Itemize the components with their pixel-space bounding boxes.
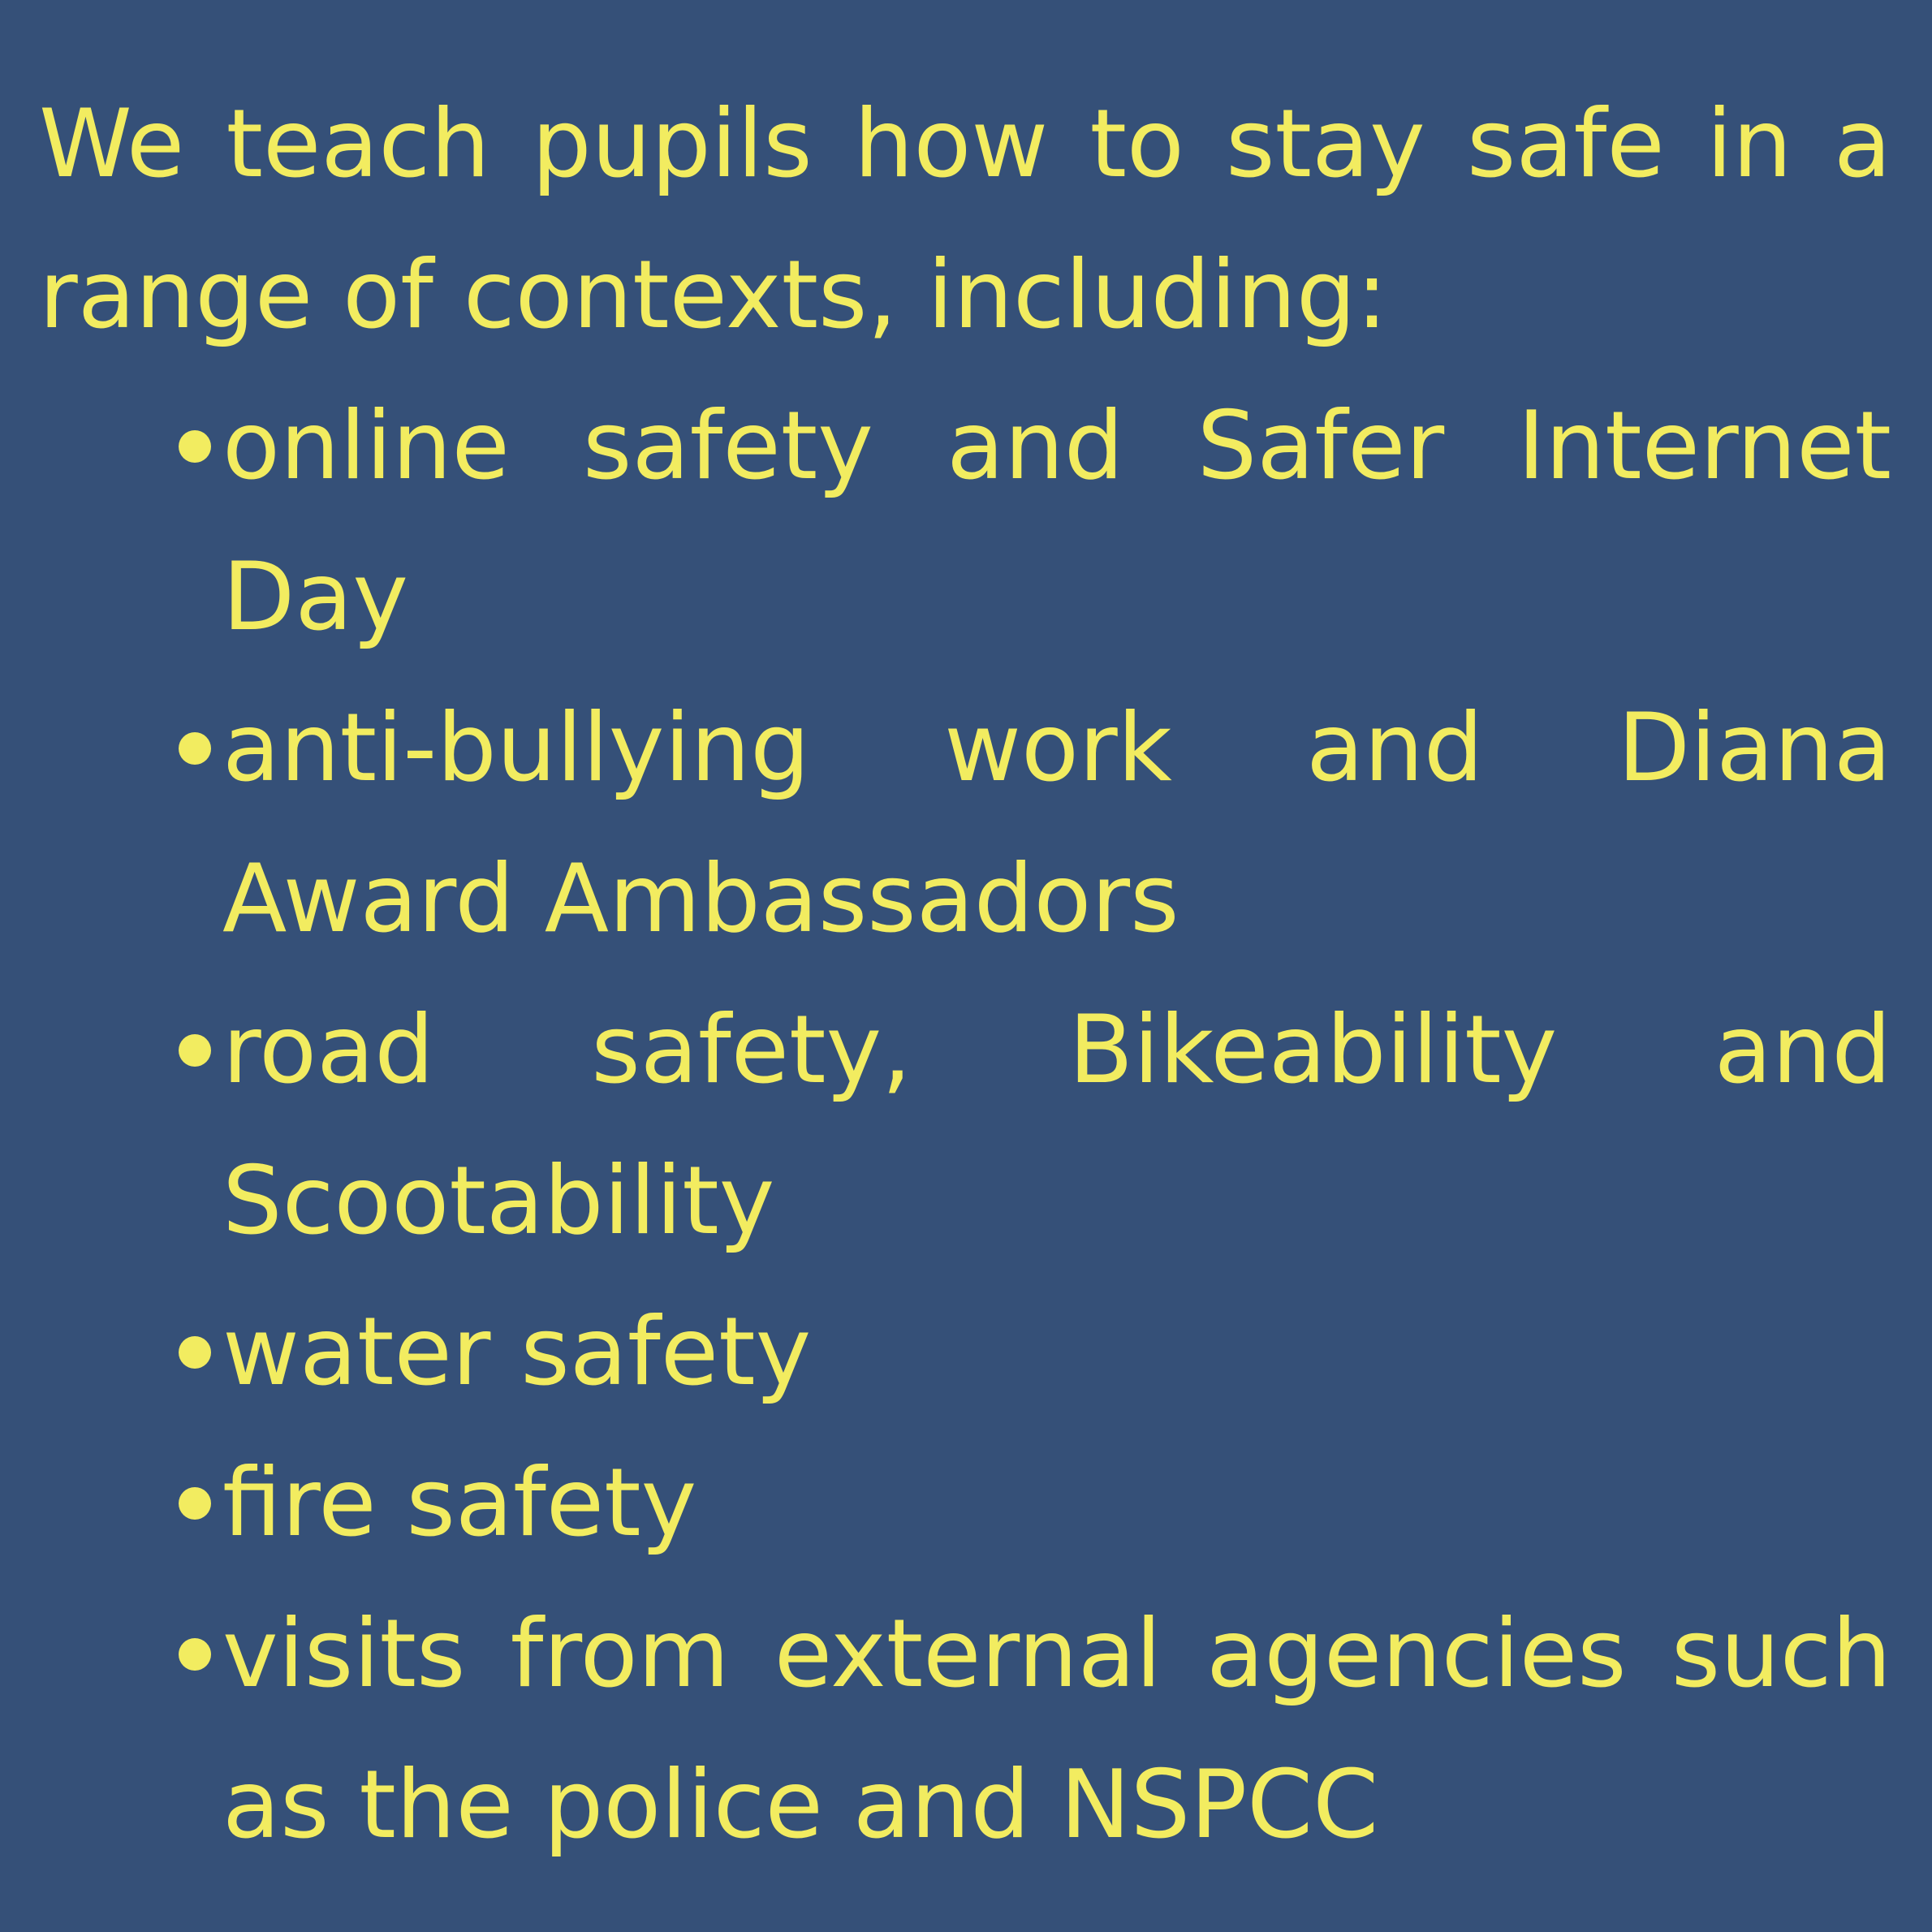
- intro-text: We teach pupils how to stay safe in a range of contexts, including:: [39, 89, 1891, 350]
- bullet-icon: [179, 673, 211, 824]
- list-item: [222, 1428, 1891, 1579]
- list-item-label: water safety: [222, 1297, 812, 1407]
- list-item: [222, 975, 1891, 1277]
- bullet-icon: [179, 975, 211, 1126]
- list-item: [222, 1579, 1891, 1881]
- safety-topics-list: [39, 371, 1891, 1881]
- bullet-icon: [179, 1277, 211, 1428]
- list-item-label: online safety and Safer Internet Day: [222, 391, 1891, 652]
- bullet-icon: [179, 1428, 211, 1579]
- list-item: [222, 1277, 1891, 1428]
- bullet-icon: [179, 1579, 211, 1730]
- list-item: [222, 371, 1891, 673]
- list-item: [222, 673, 1891, 975]
- bullet-icon: [179, 371, 211, 522]
- list-item-label: visits from external agencies such as the police and NSPCC: [222, 1599, 1891, 1860]
- list-item-label: anti-bullying work and Diana Award Ambassadors: [222, 693, 1891, 954]
- list-item-label: fire safety: [222, 1448, 697, 1558]
- list-item-label: road safety, Bikeability and Scootability: [222, 995, 1891, 1256]
